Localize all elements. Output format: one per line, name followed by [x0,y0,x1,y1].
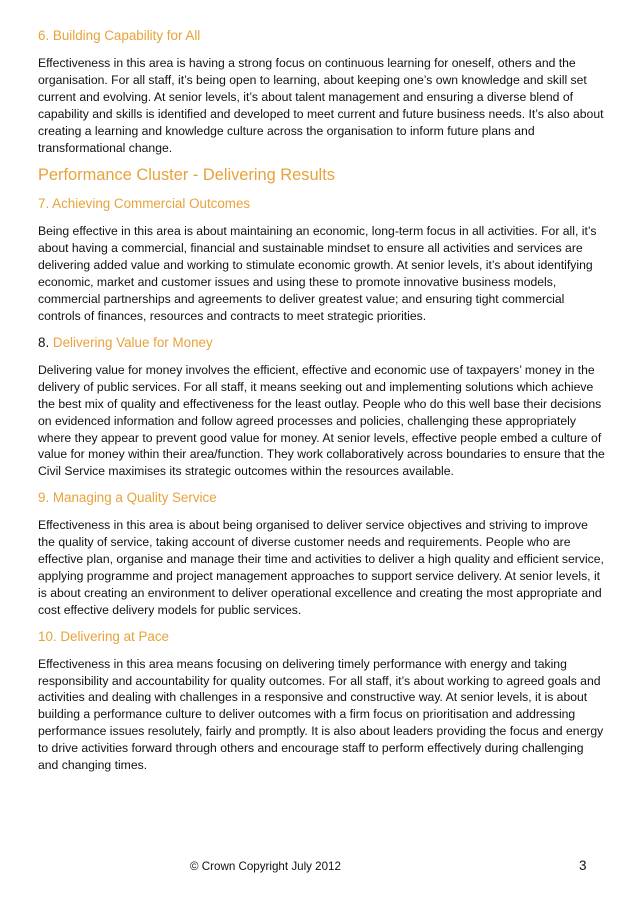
section-10-body: Effectiveness in this area means focusing on delivering timely performance with energy and taking responsibility and accountability for quality outcomes. For all staff, it’s about working to agreed goals and activities and dealing with challenges in a responsive and constructive way. At senior levels, it is about building a performance culture to deliver outcomes with a firm focus on prioritisation and addressing performance issues resolutely, fairly and promptly. It is also about leaders providing the focus and energy to drive activities forward through others and encourage staff to perform effectively during challenging and changing times. [38,656,604,773]
document-body [38,28,606,784]
section-9-body: Effectiveness in this area is about being organised to deliver service objectives and striving to improve the quality of service, taking account of diverse customer needs and requirements. People who are effective plan, organise and manage their time and activities to deliver a high quality and efficient service, applying programme and project management approaches to support service delivery. At senior levels, it is about creating an environment to deliver operational excellence and creating the most appropriate and cost effective delivery models for public services. [38,518,604,617]
cluster-heading: Performance Cluster - Delivering Results [38,166,335,185]
section-7-heading: 7. Achieving Commercial Outcomes [38,196,251,212]
section-6-body: Effectiveness in this area is having a strong focus on continuous learning for oneself, others and the organisation. For all staff, it’s being open to learning, about keeping one’s own knowledge and skill set current and evolving. At senior levels, it’s about talent management and ensuring a diverse blend of capability and skills is identified and developed to meet current and future business needs. It’s also about creating a learning and knowledge culture across the organisation to inform future plans and transformational change. [38,56,604,155]
section-8-body: Delivering value for money involves the efficient, effective and economic use of taxpayers’ money in the delivery of public services. For all staff, it means seeking out and implementing solutions which achieve the best mix of quality and effectiveness for the least outlay. People who do this well base their decisions on evidenced information and follow agreed processes and policies, challenging these appropriately where they appear to prevent good value for money. At senior levels, effective people embed a culture of value for money within their area/function. They work collaboratively across boundaries to ensure that the Civil Service maximises its strategic outcomes within the resources available. [38,362,605,479]
section-8-title: Delivering Value for Money [49,334,213,350]
page-footer [0,858,638,876]
section-6-heading: 6. Building Capability for All [38,28,201,43]
page-number: 3 [579,858,587,873]
section-8-number: 8. [38,334,50,350]
section-8-heading [38,335,606,351]
section-9-heading: 9. Managing a Quality Service [38,490,217,506]
section-7-body: Being effective in this area is about maintaining an economic, long-term focus in all activities. For all, it’s about having a commercial, financial and sustainable mindset to ensure all activities and services are delivering added value and working to stimulate economic growth. At senior levels, it’s about identifying economic, market and customer issues and using these to promote innovative business models, commercial partnerships and agreements to deliver greatest value; and ensuring tight commercial controls of finances, resources and contracts to meet strategic priorities. [38,224,597,323]
section-10-heading: 10. Delivering at Pace [38,628,170,644]
copyright-notice: © Crown Copyright July 2012 [190,860,341,873]
